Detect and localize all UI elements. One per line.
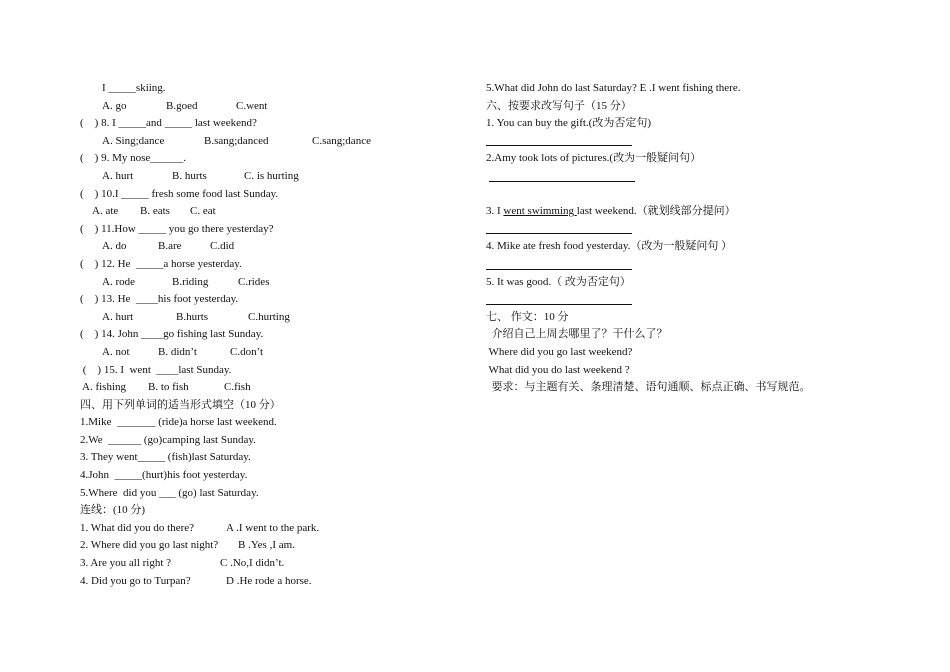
left-column <box>80 80 470 590</box>
q15-stem: ( ) 15. I went ____last Sunday. <box>80 363 232 376</box>
matching-answer-d: D .He rode a horse. <box>226 574 312 587</box>
q9-stem: ( ) 9. My nose______. <box>80 152 187 165</box>
q15-option-c: C.fish <box>224 381 251 394</box>
right-column <box>486 80 886 397</box>
rewrite-5-answer-line[interactable] <box>486 291 886 309</box>
rewrite-1-prompt: 1. You can buy the gift.(改为否定句) <box>486 117 651 130</box>
q12-option-b: B.riding <box>172 275 209 288</box>
matching-row-3 <box>80 555 470 573</box>
q15-option-a: A. fishing <box>82 381 126 394</box>
rewrite-5-prompt: 5. It was good.（ 改为否定句） <box>486 275 631 288</box>
matching-question-3: 3. Are you all right ? <box>80 557 172 570</box>
composition-requirements: 要求：与主题有关、条理清楚、语句通顺、标点正确、书写规范。 <box>486 381 811 394</box>
rewrite-3-suffix: last weekend.（就划线部分提问） <box>576 205 736 218</box>
q12-option-c: C.rides <box>238 275 270 288</box>
q12-options <box>80 274 470 292</box>
matching-title: 连线：(10 分) <box>80 504 146 517</box>
sec4-item-5: 5.Where did you ___ (go) last Saturday. <box>80 486 259 499</box>
rewrite-2-prompt: 2.Amy took lots of pictures.(改为一般疑问句） <box>486 152 702 165</box>
q7-stem: I _____skiing. <box>102 82 166 94</box>
q15-options <box>80 379 470 397</box>
matching-question-2: 2. Where did you go last night? <box>80 539 219 552</box>
q14-option-c: C.don’t <box>230 345 264 358</box>
matching-row-4 <box>80 573 470 591</box>
matching-answer-c: C .No,I didn’t. <box>220 557 285 570</box>
q10-option-c: C. eat <box>190 205 216 218</box>
q8-option-a: A. Sing;dance <box>102 134 165 147</box>
rewrite-3-answer-line[interactable] <box>486 221 886 239</box>
rewrite-4-answer-line[interactable] <box>486 256 886 274</box>
q9-option-a: A. hurt <box>102 169 134 182</box>
q9-option-b: B. hurts <box>172 169 207 182</box>
q8-stem: ( ) 8. I _____and _____ last weekend? <box>80 117 257 130</box>
composition-question-2: What did you do last weekend ? <box>486 363 630 376</box>
spacer <box>486 186 886 204</box>
sec4-item-2: 2.We ______ (go)camping last Sunday. <box>80 433 256 446</box>
q10-stem: ( ) 10.I _____ fresh some food last Sunday. <box>80 187 279 200</box>
matching-answer-b: B .Yes ,I am. <box>238 539 295 552</box>
rewrite-4-prompt: 4. Mike ate fresh food yesterday.（改为一般疑问句 ） <box>486 240 733 253</box>
q11-option-c: C.did <box>210 240 235 253</box>
matching-row-2 <box>80 537 470 555</box>
rewrite-3-prefix: 3. I <box>486 205 504 218</box>
q11-options <box>80 238 470 256</box>
q15-option-b: B. to fish <box>148 381 189 394</box>
sec4-item-4: 4.John _____(hurt)his foot yesterday. <box>80 469 248 482</box>
rewrite-3-underlined-phrase: went swimming <box>503 205 577 218</box>
matching-question-1: 1. What did you do there? <box>80 521 195 534</box>
q9-option-c: C. is hurting <box>244 169 299 182</box>
q7-options <box>80 98 470 116</box>
q7-option-a: A. go <box>102 99 127 112</box>
matching-question-4: 4. Did you go to Turpan? <box>80 574 191 587</box>
composition-question-1: Where did you go last weekend? <box>486 345 633 358</box>
q14-option-b: B. didn’t <box>158 345 197 358</box>
section-4-title: 四、用下列单词的适当形式填空（10 分） <box>80 398 281 411</box>
q8-options <box>80 133 470 151</box>
q13-option-a: A. hurt <box>102 310 134 323</box>
sec4-item-1: 1.Mike _______ (ride)a horse last weekend. <box>80 416 277 429</box>
q13-options <box>80 309 470 327</box>
q11-stem: ( ) 11.How _____ you go there yesterday? <box>80 222 274 235</box>
q8-option-c: C.sang;dance <box>312 134 371 147</box>
section-6-title: 六、按要求改写句子（15 分） <box>486 99 632 112</box>
q8-option-b: B.sang;danced <box>204 134 269 147</box>
matching-row-5: 5.What did John do last Saturday? E .I went fishing there. <box>486 82 741 94</box>
q11-option-a: A. do <box>102 240 127 253</box>
q10-option-a: A. ate <box>92 205 119 218</box>
sec4-item-3: 3. They went_____ (fish)last Saturday. <box>80 451 251 464</box>
q10-options <box>80 203 470 221</box>
q10-option-b: B. eats <box>140 205 170 218</box>
rewrite-2-answer-line[interactable] <box>486 168 886 186</box>
q14-options <box>80 344 470 362</box>
q11-option-b: B.are <box>158 240 182 253</box>
rewrite-1-answer-line[interactable] <box>486 133 886 151</box>
q13-stem: ( ) 13. He ____his foot yesterday. <box>80 293 239 306</box>
rewrite-3-prompt <box>486 203 886 221</box>
q7-option-b: B.goed <box>166 99 198 112</box>
matching-row-1 <box>80 520 470 538</box>
matching-answer-a: A .I went to the park. <box>226 521 320 534</box>
q12-option-a: A. rode <box>102 275 135 288</box>
composition-intro: 介绍自己上周去哪里了？干什么了？ <box>486 328 668 341</box>
section-7-title: 七、 作文：10 分 <box>486 310 569 323</box>
q9-options <box>80 168 470 186</box>
q7-option-c: C.went <box>236 99 268 112</box>
q13-option-b: B.hurts <box>176 310 209 323</box>
q12-stem: ( ) 12. He _____a horse yesterday. <box>80 257 242 270</box>
q14-option-a: A. not <box>102 345 130 358</box>
q13-option-c: C.hurting <box>248 310 290 323</box>
q14-stem: ( ) 14. John ____go fishing last Sunday. <box>80 328 264 341</box>
